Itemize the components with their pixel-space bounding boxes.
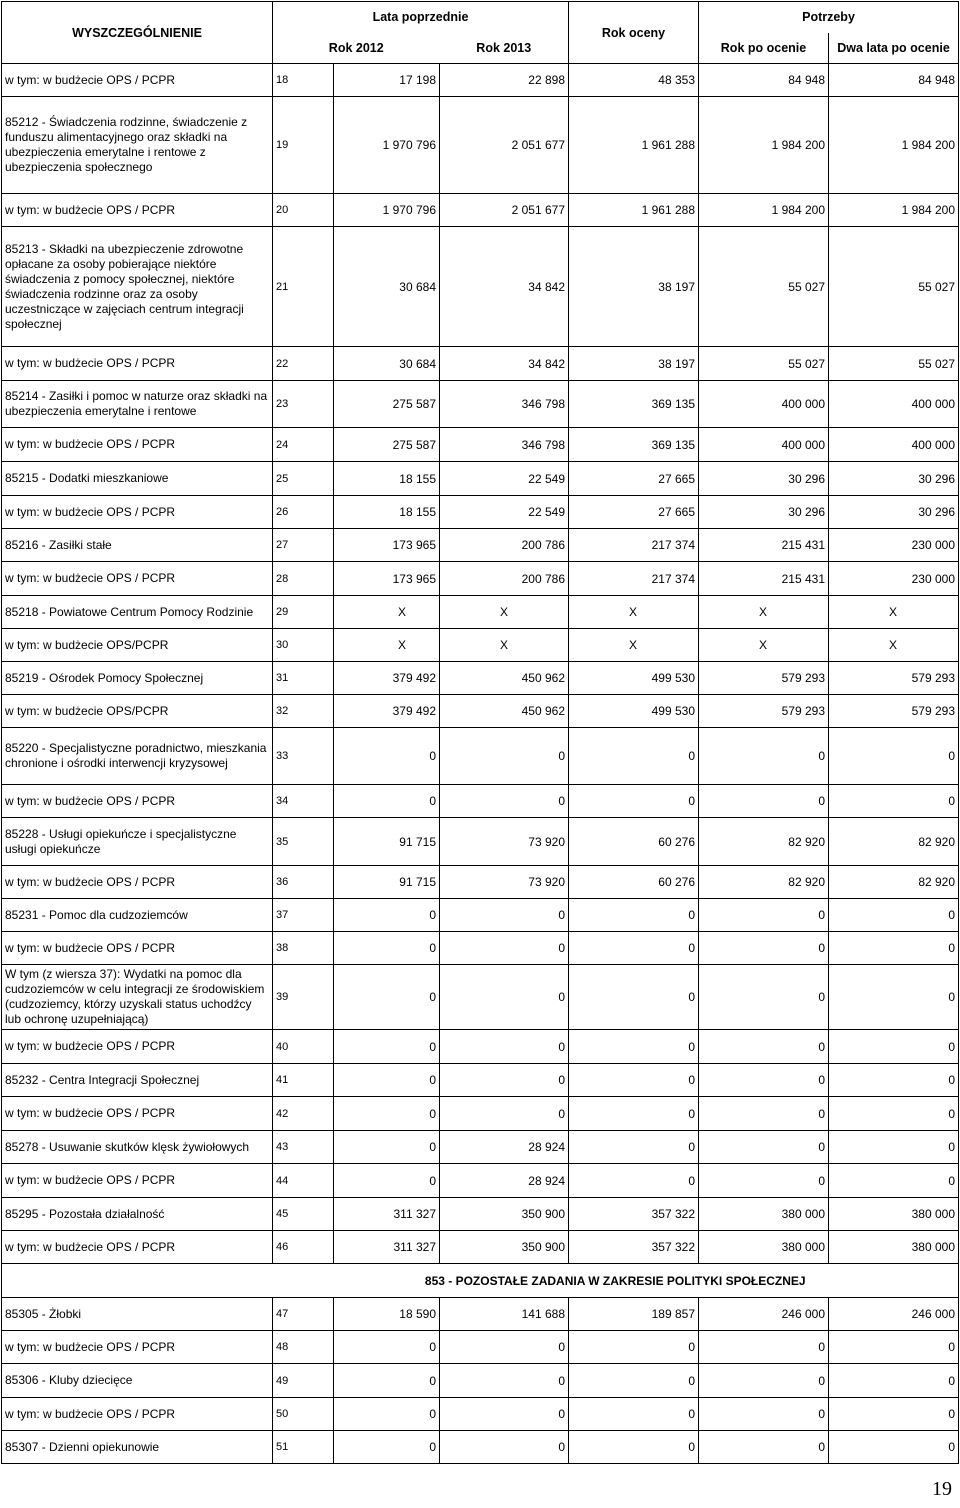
value-cell: 0 xyxy=(699,1331,829,1364)
row-label: w tym: w budżecie OPS / PCPR xyxy=(2,1398,273,1431)
value-cell: 0 xyxy=(334,1164,440,1198)
value-cell: X xyxy=(440,629,569,662)
table-row xyxy=(2,381,959,428)
header-rok-2013: Rok 2013 xyxy=(440,33,569,64)
value-cell: 200 786 xyxy=(440,562,569,596)
value-cell: 0 xyxy=(440,899,569,932)
value-cell: 215 431 xyxy=(699,562,829,596)
value-cell: 0 xyxy=(699,965,829,1030)
value-cell: 0 xyxy=(440,1431,569,1464)
value-cell: 311 327 xyxy=(334,1231,440,1264)
row-label: w tym: w budżecie OPS / PCPR xyxy=(2,1097,273,1131)
table-row xyxy=(2,194,959,227)
value-cell: 0 xyxy=(569,1398,699,1431)
value-cell: 400 000 xyxy=(829,428,959,462)
value-cell: 275 587 xyxy=(334,428,440,462)
value-cell: 350 900 xyxy=(440,1231,569,1264)
row-label: w tym: w budżecie OPS/PCPR xyxy=(2,629,273,662)
value-cell: 30 684 xyxy=(334,347,440,381)
value-cell: 200 786 xyxy=(440,529,569,562)
value-cell: 0 xyxy=(334,785,440,818)
value-cell: 1 984 200 xyxy=(699,97,829,194)
value-cell: 0 xyxy=(569,785,699,818)
row-label: w tym: w budżecie OPS / PCPR xyxy=(2,1030,273,1064)
table-row xyxy=(2,529,959,562)
row-number: 47 xyxy=(273,1298,334,1331)
value-cell: 0 xyxy=(699,932,829,965)
value-cell: 230 000 xyxy=(829,562,959,596)
value-cell: 215 431 xyxy=(699,529,829,562)
value-cell: X xyxy=(829,596,959,629)
value-cell: 369 135 xyxy=(569,381,699,428)
value-cell: 346 798 xyxy=(440,428,569,462)
row-number: 32 xyxy=(273,695,334,728)
value-cell: 0 xyxy=(829,1064,959,1097)
value-cell: 0 xyxy=(569,932,699,965)
value-cell: 0 xyxy=(334,965,440,1030)
value-cell: 0 xyxy=(829,1097,959,1131)
value-cell: 0 xyxy=(334,1398,440,1431)
value-cell: 246 000 xyxy=(699,1298,829,1331)
row-label: w tym: w budżecie OPS / PCPR xyxy=(2,64,273,97)
value-cell: 0 xyxy=(440,1331,569,1364)
row-number: 42 xyxy=(273,1097,334,1131)
value-cell: 48 353 xyxy=(569,64,699,97)
row-number: 35 xyxy=(273,818,334,866)
section-title: 853 - POZOSTAŁE ZADANIA W ZAKRESIE POLITYKI SPOŁECZNEJ xyxy=(273,1264,959,1298)
row-number: 46 xyxy=(273,1231,334,1264)
table-row xyxy=(2,965,959,1030)
value-cell: 173 965 xyxy=(334,562,440,596)
row-label: w tym: w budżecie OPS / PCPR xyxy=(2,1331,273,1364)
row-label: 85295 - Pozostała działalność xyxy=(2,1198,273,1231)
value-cell: 0 xyxy=(334,1331,440,1364)
value-cell: 0 xyxy=(699,728,829,785)
value-cell: 0 xyxy=(829,728,959,785)
row-number: 18 xyxy=(273,64,334,97)
header-dwa-lata-po-ocenie: Dwa lata po ocenie xyxy=(829,33,959,64)
value-cell: 1 984 200 xyxy=(829,194,959,227)
value-cell: 0 xyxy=(569,1331,699,1364)
row-label: 85278 - Usuwanie skutków klęsk żywiołowych xyxy=(2,1131,273,1164)
value-cell: 28 924 xyxy=(440,1164,569,1198)
value-cell: 0 xyxy=(829,1164,959,1198)
value-cell: 34 842 xyxy=(440,347,569,381)
value-cell: 0 xyxy=(699,899,829,932)
value-cell: 0 xyxy=(440,932,569,965)
value-cell: 30 296 xyxy=(829,496,959,529)
header-potrzeby: Potrzeby xyxy=(699,2,959,33)
value-cell: 27 665 xyxy=(569,462,699,496)
value-cell: 217 374 xyxy=(569,562,699,596)
row-label: w tym: w budżecie OPS / PCPR xyxy=(2,1164,273,1198)
value-cell: 400 000 xyxy=(829,381,959,428)
value-cell: 579 293 xyxy=(699,662,829,695)
section-row xyxy=(2,1264,959,1298)
value-cell: 217 374 xyxy=(569,529,699,562)
value-cell: 55 027 xyxy=(829,227,959,347)
header-rok-po-ocenie: Rok po ocenie xyxy=(699,33,829,64)
value-cell: 357 322 xyxy=(569,1198,699,1231)
row-label: 85216 - Zasiłki stałe xyxy=(2,529,273,562)
row-label: w tym: w budżecie OPS / PCPR xyxy=(2,347,273,381)
table-row xyxy=(2,866,959,899)
header-rok-2012: Rok 2012 xyxy=(273,33,440,64)
value-cell: 73 920 xyxy=(440,818,569,866)
value-cell: 0 xyxy=(569,1064,699,1097)
value-cell: 0 xyxy=(440,728,569,785)
value-cell: X xyxy=(699,629,829,662)
row-number: 40 xyxy=(273,1030,334,1064)
value-cell: 91 715 xyxy=(334,866,440,899)
value-cell: 499 530 xyxy=(569,662,699,695)
header-wyszczegolnienie: WYSZCZEGÓLNIENIE xyxy=(2,2,273,64)
value-cell: 82 920 xyxy=(699,818,829,866)
row-label: W tym (z wiersza 37): Wydatki na pomoc dla cudzoziemców w celu integracji ze środowiskiem (cudzoziemcy, którzy uzyskali status uchodźcy lub ochronę uzupełniającą) xyxy=(2,965,273,1030)
row-label: 85220 - Specjalistyczne poradnictwo, mieszkania chronione i ośrodki interwencji kryzysowej xyxy=(2,728,273,785)
table-row xyxy=(2,785,959,818)
value-cell: 34 842 xyxy=(440,227,569,347)
value-cell: 0 xyxy=(699,1431,829,1464)
row-number: 38 xyxy=(273,932,334,965)
value-cell: 0 xyxy=(829,965,959,1030)
value-cell: 0 xyxy=(440,1030,569,1064)
value-cell: 579 293 xyxy=(829,662,959,695)
row-label: w tym: w budżecie OPS / PCPR xyxy=(2,496,273,529)
table-row xyxy=(2,695,959,728)
value-cell: 0 xyxy=(829,1131,959,1164)
value-cell: 1 961 288 xyxy=(569,194,699,227)
value-cell: 350 900 xyxy=(440,1198,569,1231)
value-cell: X xyxy=(569,629,699,662)
value-cell: 0 xyxy=(569,899,699,932)
value-cell: 0 xyxy=(440,785,569,818)
value-cell: 0 xyxy=(334,1030,440,1064)
row-label: w tym: w budżecie OPS / PCPR xyxy=(2,785,273,818)
value-cell: 0 xyxy=(699,1398,829,1431)
row-number: 43 xyxy=(273,1131,334,1164)
row-label: 85213 - Składki na ubezpieczenie zdrowotne opłacane za osoby pobierające niektóre świadczenia z pomocy społecznej, niektóre świadczenia rodzinne oraz za osoby uczestniczące w zajęciach centrum integracji społecznej xyxy=(2,227,273,347)
value-cell: 0 xyxy=(569,1431,699,1464)
row-label: w tym: w budżecie OPS / PCPR xyxy=(2,428,273,462)
table-row xyxy=(2,1131,959,1164)
value-cell: 0 xyxy=(569,1030,699,1064)
table-row xyxy=(2,1331,959,1364)
table-row xyxy=(2,1097,959,1131)
value-cell: X xyxy=(829,629,959,662)
row-number: 24 xyxy=(273,428,334,462)
value-cell: 18 590 xyxy=(334,1298,440,1331)
row-number: 22 xyxy=(273,347,334,381)
row-label: 85228 - Usługi opiekuńcze i specjalistyczne usługi opiekuńcze xyxy=(2,818,273,866)
value-cell: 30 296 xyxy=(699,496,829,529)
row-label: 85215 - Dodatki mieszkaniowe xyxy=(2,462,273,496)
value-cell: 22 898 xyxy=(440,64,569,97)
value-cell: 0 xyxy=(699,1131,829,1164)
value-cell: 60 276 xyxy=(569,866,699,899)
value-cell: 0 xyxy=(829,1398,959,1431)
value-cell: 17 198 xyxy=(334,64,440,97)
value-cell: 379 492 xyxy=(334,662,440,695)
row-number: 26 xyxy=(273,496,334,529)
table-row xyxy=(2,1364,959,1398)
row-number: 50 xyxy=(273,1398,334,1431)
table-row xyxy=(2,899,959,932)
value-cell: 0 xyxy=(699,1364,829,1398)
row-number: 30 xyxy=(273,629,334,662)
value-cell: 0 xyxy=(699,1164,829,1198)
value-cell: 380 000 xyxy=(699,1231,829,1264)
value-cell: 0 xyxy=(334,1431,440,1464)
value-cell: 60 276 xyxy=(569,818,699,866)
value-cell: 0 xyxy=(569,1097,699,1131)
value-cell: 18 155 xyxy=(334,496,440,529)
value-cell: 346 798 xyxy=(440,381,569,428)
value-cell: 450 962 xyxy=(440,662,569,695)
value-cell: 0 xyxy=(699,1064,829,1097)
value-cell: 0 xyxy=(440,965,569,1030)
value-cell: 1 970 796 xyxy=(334,97,440,194)
row-label: w tym: w budżecie OPS / PCPR xyxy=(2,932,273,965)
value-cell: 0 xyxy=(334,1097,440,1131)
value-cell: 0 xyxy=(569,728,699,785)
row-number: 20 xyxy=(273,194,334,227)
row-label: 85214 - Zasiłki i pomoc w naturze oraz składki na ubezpieczenia emerytalne i rentowe xyxy=(2,381,273,428)
value-cell: 84 948 xyxy=(829,64,959,97)
value-cell: 91 715 xyxy=(334,818,440,866)
row-number: 36 xyxy=(273,866,334,899)
value-cell: 0 xyxy=(440,1064,569,1097)
table-row xyxy=(2,932,959,965)
value-cell: 0 xyxy=(569,1364,699,1398)
row-label: 85231 - Pomoc dla cudzoziemców xyxy=(2,899,273,932)
value-cell: X xyxy=(440,596,569,629)
value-cell: 0 xyxy=(829,785,959,818)
value-cell: 38 197 xyxy=(569,347,699,381)
value-cell: 0 xyxy=(699,1030,829,1064)
table-row xyxy=(2,1064,959,1097)
row-number: 31 xyxy=(273,662,334,695)
value-cell: 1 984 200 xyxy=(699,194,829,227)
value-cell: 357 322 xyxy=(569,1231,699,1264)
value-cell: 189 857 xyxy=(569,1298,699,1331)
row-number: 28 xyxy=(273,562,334,596)
value-cell: 0 xyxy=(829,1030,959,1064)
row-label: 85212 - Świadczenia rodzinne, świadczenie z funduszu alimentacyjnego oraz składki na ubezpieczenia emerytalne i rentowe z ubezpieczenia społecznego xyxy=(2,97,273,194)
value-cell: 380 000 xyxy=(829,1231,959,1264)
value-cell: 311 327 xyxy=(334,1198,440,1231)
value-cell: 380 000 xyxy=(699,1198,829,1231)
value-cell: 0 xyxy=(829,899,959,932)
value-cell: 579 293 xyxy=(699,695,829,728)
value-cell: 0 xyxy=(699,1097,829,1131)
table-row xyxy=(2,64,959,97)
value-cell: 0 xyxy=(334,1064,440,1097)
value-cell: 73 920 xyxy=(440,866,569,899)
table-row xyxy=(2,1198,959,1231)
value-cell: 82 920 xyxy=(829,866,959,899)
row-label: 85218 - Powiatowe Centrum Pomocy Rodzinie xyxy=(2,596,273,629)
value-cell: 30 684 xyxy=(334,227,440,347)
row-label: w tym: w budżecie OPS / PCPR xyxy=(2,562,273,596)
table-row xyxy=(2,629,959,662)
value-cell: 30 296 xyxy=(699,462,829,496)
value-cell: 0 xyxy=(699,785,829,818)
value-cell: 55 027 xyxy=(699,347,829,381)
value-cell: 0 xyxy=(334,1131,440,1164)
value-cell: 579 293 xyxy=(829,695,959,728)
value-cell: 0 xyxy=(440,1097,569,1131)
value-cell: 84 948 xyxy=(699,64,829,97)
row-label: 85305 - Żłobki xyxy=(2,1298,273,1331)
value-cell: 30 296 xyxy=(829,462,959,496)
value-cell: 0 xyxy=(829,932,959,965)
row-number: 45 xyxy=(273,1198,334,1231)
value-cell: 28 924 xyxy=(440,1131,569,1164)
row-number: 37 xyxy=(273,899,334,932)
header-lata-poprzednie: Lata poprzednie xyxy=(273,2,569,33)
value-cell: 38 197 xyxy=(569,227,699,347)
value-cell: 450 962 xyxy=(440,695,569,728)
header-row-1 xyxy=(2,2,959,33)
row-number: 48 xyxy=(273,1331,334,1364)
value-cell: 400 000 xyxy=(699,428,829,462)
value-cell: 0 xyxy=(569,1164,699,1198)
value-cell: 22 549 xyxy=(440,462,569,496)
row-number: 19 xyxy=(273,97,334,194)
value-cell: 1 970 796 xyxy=(334,194,440,227)
row-number: 33 xyxy=(273,728,334,785)
row-number: 39 xyxy=(273,965,334,1030)
value-cell: 82 920 xyxy=(829,818,959,866)
value-cell: 2 051 677 xyxy=(440,97,569,194)
table-row xyxy=(2,347,959,381)
row-label: w tym: w budżecie OPS / PCPR xyxy=(2,194,273,227)
value-cell: 0 xyxy=(334,899,440,932)
value-cell: X xyxy=(699,596,829,629)
row-label: w tym: w budżecie OPS / PCPR xyxy=(2,866,273,899)
value-cell: 0 xyxy=(569,1131,699,1164)
value-cell: 380 000 xyxy=(829,1198,959,1231)
page-number: 19 xyxy=(932,1478,952,1500)
table-row xyxy=(2,1030,959,1064)
header-rok-oceny: Rok oceny xyxy=(569,2,699,64)
value-cell: 1 984 200 xyxy=(829,97,959,194)
table-row xyxy=(2,1231,959,1264)
value-cell: X xyxy=(334,629,440,662)
row-label: w tym: w budżecie OPS / PCPR xyxy=(2,1231,273,1264)
value-cell: 499 530 xyxy=(569,695,699,728)
value-cell: 2 051 677 xyxy=(440,194,569,227)
row-number: 21 xyxy=(273,227,334,347)
table-row xyxy=(2,462,959,496)
value-cell: 0 xyxy=(334,1364,440,1398)
section-spacer xyxy=(2,1264,273,1298)
row-number: 23 xyxy=(273,381,334,428)
row-label: w tym: w budżecie OPS/PCPR xyxy=(2,695,273,728)
value-cell: 1 961 288 xyxy=(569,97,699,194)
value-cell: 230 000 xyxy=(829,529,959,562)
value-cell: 55 027 xyxy=(699,227,829,347)
value-cell: 275 587 xyxy=(334,381,440,428)
row-number: 49 xyxy=(273,1364,334,1398)
value-cell: X xyxy=(569,596,699,629)
value-cell: 173 965 xyxy=(334,529,440,562)
value-cell: 82 920 xyxy=(699,866,829,899)
value-cell: 0 xyxy=(440,1364,569,1398)
row-number: 41 xyxy=(273,1064,334,1097)
value-cell: 27 665 xyxy=(569,496,699,529)
value-cell: 0 xyxy=(829,1364,959,1398)
table-row xyxy=(2,1164,959,1198)
value-cell: X xyxy=(334,596,440,629)
value-cell: 22 549 xyxy=(440,496,569,529)
row-number: 44 xyxy=(273,1164,334,1198)
table-row xyxy=(2,227,959,347)
value-cell: 0 xyxy=(829,1331,959,1364)
budget-table xyxy=(1,1,959,1464)
table-row xyxy=(2,562,959,596)
value-cell: 0 xyxy=(829,1431,959,1464)
row-label: 85307 - Dzienni opiekunowie xyxy=(2,1431,273,1464)
value-cell: 379 492 xyxy=(334,695,440,728)
table-row xyxy=(2,496,959,529)
table-row xyxy=(2,728,959,785)
value-cell: 0 xyxy=(440,1398,569,1431)
row-number: 51 xyxy=(273,1431,334,1464)
table-row xyxy=(2,662,959,695)
value-cell: 18 155 xyxy=(334,462,440,496)
table-row xyxy=(2,818,959,866)
row-label: 85232 - Centra Integracji Społecznej xyxy=(2,1064,273,1097)
row-number: 25 xyxy=(273,462,334,496)
row-label: 85306 - Kluby dziecięce xyxy=(2,1364,273,1398)
value-cell: 246 000 xyxy=(829,1298,959,1331)
value-cell: 0 xyxy=(569,965,699,1030)
table-row xyxy=(2,1298,959,1331)
value-cell: 0 xyxy=(334,932,440,965)
table-row xyxy=(2,596,959,629)
table-row xyxy=(2,1398,959,1431)
row-number: 29 xyxy=(273,596,334,629)
table-row xyxy=(2,97,959,194)
value-cell: 400 000 xyxy=(699,381,829,428)
value-cell: 141 688 xyxy=(440,1298,569,1331)
row-number: 34 xyxy=(273,785,334,818)
value-cell: 55 027 xyxy=(829,347,959,381)
table-row xyxy=(2,1431,959,1464)
row-label: 85219 - Ośrodek Pomocy Społecznej xyxy=(2,662,273,695)
value-cell: 0 xyxy=(334,728,440,785)
table-row xyxy=(2,428,959,462)
value-cell: 369 135 xyxy=(569,428,699,462)
row-number: 27 xyxy=(273,529,334,562)
